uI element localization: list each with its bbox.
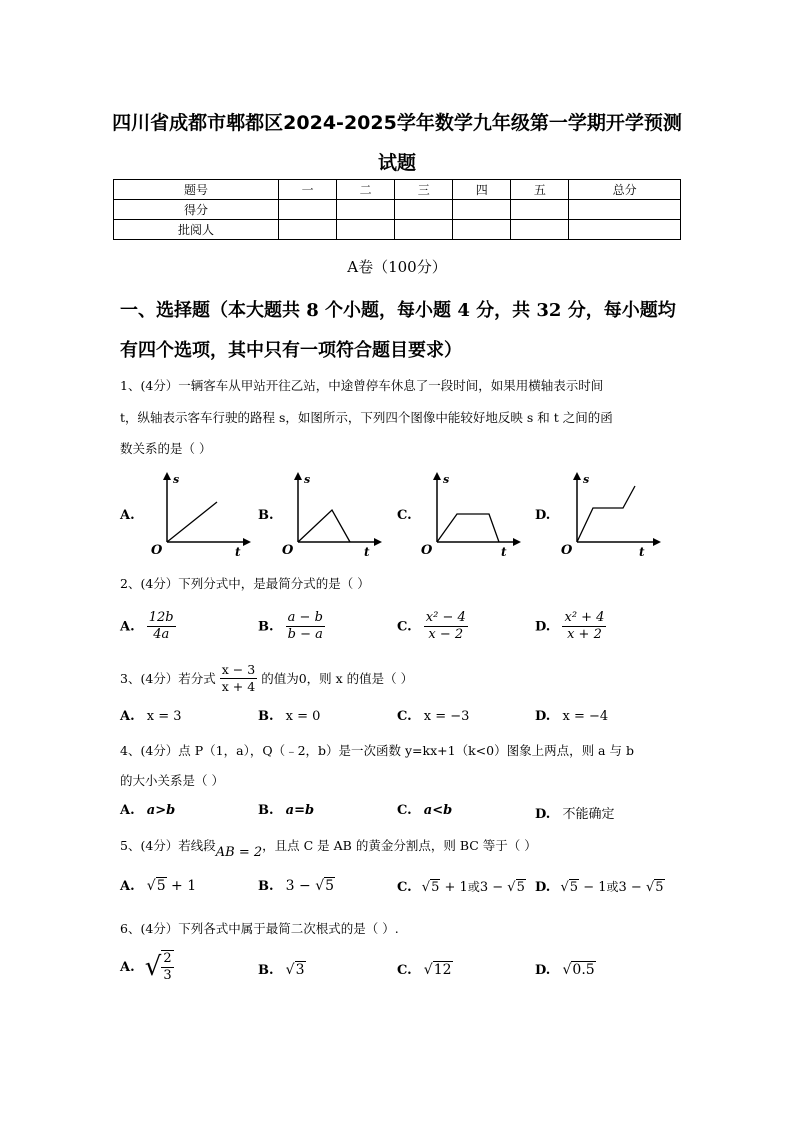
q2-option-a[interactable] xyxy=(120,610,176,644)
q3-text xyxy=(120,662,413,694)
radicand: 0.5 xyxy=(572,962,595,978)
score-cell[interactable] xyxy=(453,200,511,220)
score-cell[interactable] xyxy=(279,220,337,240)
score-col-header: 四 xyxy=(453,180,511,200)
q4-text-line2: 的大小关系是（ ） xyxy=(120,773,224,788)
q5-math: AB = 2 xyxy=(215,845,263,860)
expr-rest: + 1 xyxy=(166,878,197,894)
radicand: 5 xyxy=(156,878,166,894)
q2-option-c-fraction xyxy=(424,610,468,644)
q4-option-d-text: 不能确定 xyxy=(562,807,615,822)
q6-option-d[interactable] xyxy=(535,962,596,978)
score-table xyxy=(113,179,681,240)
q3-option-c[interactable] xyxy=(397,709,469,724)
radicand: 12 xyxy=(433,962,452,978)
q2-option-d-label: D. xyxy=(535,619,551,635)
q5-suffix: ，且点 C 是 AB 的黄金分割点，则 BC 等于（ ） xyxy=(262,838,537,853)
q1-c-axis-s: s xyxy=(443,473,450,486)
q2-option-d-fraction xyxy=(562,610,606,644)
q1-text-line2: t，纵轴表示客车行驶的路程 s，如图所示，下列四个图像中能较好地反映 s 和 t 之间的函 xyxy=(120,410,613,425)
q2-option-b-label: B. xyxy=(258,619,274,635)
or-word: 或 xyxy=(606,880,619,894)
q5-option-b-expr: 3 − √5 xyxy=(285,878,335,894)
q2-option-c[interactable] xyxy=(397,610,468,644)
q3-fraction xyxy=(220,662,257,694)
q1-graph-d xyxy=(555,470,665,558)
expr-lead: 3 − xyxy=(285,878,316,894)
q5-option-a-label: A. xyxy=(120,879,135,894)
q1-option-c-label[interactable]: C. xyxy=(397,508,412,523)
score-cell[interactable] xyxy=(453,220,511,240)
q6-option-d-label: D. xyxy=(535,963,551,978)
exam-title-line1: 四川省成都市郫都区2024-2025学年数学九年级第一学期开学预测 xyxy=(112,112,682,134)
sqrt-sign-icon: √ xyxy=(144,952,162,983)
q6-option-d-expr: √0.5 xyxy=(562,962,595,978)
paper-label: A卷（100分） xyxy=(347,258,447,276)
q6-option-a-label: A. xyxy=(120,959,135,975)
section-heading-line1: 一、选择题（本大题共 8 个小题，每小题 4 分，共 32 分，每小题均 xyxy=(120,300,676,321)
q1-graph-c xyxy=(415,470,525,558)
q3-option-a[interactable] xyxy=(120,709,182,724)
q2-option-c-label: C. xyxy=(397,619,412,635)
or-word: 或 xyxy=(467,880,480,894)
score-table-header-row xyxy=(114,180,681,200)
score-cell[interactable] xyxy=(395,220,453,240)
q4-option-b-label: B. xyxy=(258,803,274,818)
q3-option-c-text: x = −3 xyxy=(423,709,470,724)
q2-option-a-label: A. xyxy=(120,619,135,635)
score-cell[interactable] xyxy=(337,220,395,240)
fraction-numerator: 12b xyxy=(147,610,176,627)
q1-graph-a xyxy=(145,470,255,558)
score-cell[interactable] xyxy=(511,200,569,220)
q3-suffix: 的值为0，则 x 的值是（ ） xyxy=(261,671,414,687)
score-cell[interactable] xyxy=(395,200,453,220)
q1-d-origin: O xyxy=(561,543,573,558)
expr-lead: 3 − xyxy=(479,880,508,895)
q3-option-d-text: x = −4 xyxy=(562,709,609,724)
expr-rest: + 1 xyxy=(440,880,468,895)
radicand: 3 xyxy=(295,962,305,978)
q6-option-c-expr: √12 xyxy=(423,962,452,978)
radicand: 5 xyxy=(569,880,579,895)
q1-option-d-label[interactable]: D. xyxy=(535,508,551,523)
q1-graph-b xyxy=(276,470,386,558)
score-col-header: 三 xyxy=(395,180,453,200)
q2-option-d[interactable] xyxy=(535,610,606,644)
q4-option-d[interactable] xyxy=(535,803,615,822)
q4-option-b-text: a=b xyxy=(285,803,315,818)
q4-text-line1: 4、(4分）点 P（1，a），Q（﹣2，b）是一次函数 y=kx+1（k<0）图象上两点，则 a 与 b xyxy=(120,743,634,758)
q5-text xyxy=(120,836,537,860)
q6-text: 6、(4分）下列各式中属于最简二次根式的是（ ）. xyxy=(120,921,399,936)
q1-b-axis-s: s xyxy=(304,473,311,486)
q4-option-b[interactable] xyxy=(258,803,314,818)
q4-option-c-label: C. xyxy=(397,803,412,818)
q4-option-c-text: a<b xyxy=(423,803,453,818)
expr-lead: 3 − xyxy=(618,880,646,895)
q4-option-a-text: a>b xyxy=(146,803,176,818)
score-cell[interactable] xyxy=(279,200,337,220)
q5-option-c-expr: √5 + 1或3 − √5 xyxy=(421,880,525,895)
score-row-label: 批阅人 xyxy=(114,220,279,240)
q1-text-line1: 1、(4分）一辆客车从甲站开往乙站，中途曾停车休息了一段时间，如果用横轴表示时间 xyxy=(120,378,604,393)
section-heading-line2: 有四个选项，其中只有一项符合题目要求） xyxy=(120,340,462,361)
score-col-header: 二 xyxy=(337,180,395,200)
q2-option-b-fraction xyxy=(286,610,325,644)
q6-option-b-expr: √3 xyxy=(285,962,305,978)
fraction-denominator: x − 2 xyxy=(428,627,464,643)
q6-option-c-label: C. xyxy=(397,963,412,978)
fraction-numerator: x² − 4 xyxy=(424,610,468,627)
fraction-denominator: 4a xyxy=(153,627,170,643)
q3-option-b-label: B. xyxy=(258,709,274,724)
q5-option-b[interactable] xyxy=(258,878,335,894)
fraction-numerator: x − 3 xyxy=(221,662,256,677)
q3-option-b[interactable] xyxy=(258,709,320,724)
fraction-numerator: a − b xyxy=(286,610,325,627)
radicand: 5 xyxy=(325,878,335,894)
radicand: 5 xyxy=(431,880,440,895)
q3-option-c-label: C. xyxy=(397,709,412,724)
q1-c-origin: O xyxy=(421,543,433,558)
score-col-header: 总分 xyxy=(569,180,681,200)
q5-prefix: 5、(4分）若线段 xyxy=(120,838,216,853)
q1-c-axis-t: t xyxy=(501,545,507,558)
q5-option-d-expr: √5 − 1或3 − √5 xyxy=(560,880,664,895)
fraction-denominator: x + 4 xyxy=(221,678,256,694)
q3-option-a-label: A. xyxy=(120,709,135,724)
radicand: 5 xyxy=(516,880,525,895)
q5-option-a[interactable] xyxy=(120,878,196,894)
q4-option-a[interactable] xyxy=(120,803,175,818)
expr-rest: − 1 xyxy=(579,880,607,895)
exam-title-line2: 试题 xyxy=(377,152,416,174)
fraction-denominator: x + 2 xyxy=(567,627,602,643)
q1-option-a-label[interactable]: A. xyxy=(120,508,135,523)
q5-option-d[interactable] xyxy=(535,878,665,895)
score-col-header: 题号 xyxy=(114,180,279,200)
q4-option-a-label: A. xyxy=(120,803,135,818)
q1-option-b-label[interactable]: B. xyxy=(258,508,274,523)
q4-option-d-label: D. xyxy=(535,807,551,822)
score-cell[interactable] xyxy=(569,220,681,240)
q2-option-a-fraction xyxy=(147,610,176,644)
q3-option-d[interactable] xyxy=(535,709,608,724)
q5-option-d-label: D. xyxy=(535,880,551,895)
q1-d-axis-t: t xyxy=(639,545,645,558)
q1-a-axis-s: s xyxy=(173,473,180,486)
q6-option-c[interactable] xyxy=(397,962,453,978)
q6-option-b[interactable] xyxy=(258,962,306,978)
q2-text: 2、(4分）下列分式中，是最简分式的是（ ） xyxy=(120,576,370,591)
q2-option-b[interactable] xyxy=(258,610,325,644)
score-table-row xyxy=(114,200,681,220)
score-col-header: 五 xyxy=(511,180,569,200)
q3-prefix: 3、(4分）若分式 xyxy=(120,671,216,687)
score-cell[interactable] xyxy=(569,200,681,220)
q6-option-b-label: B. xyxy=(258,963,274,978)
q3-option-b-text: x = 0 xyxy=(285,709,321,724)
score-row-label: 得分 xyxy=(114,200,279,220)
score-table-row xyxy=(114,220,681,240)
q1-b-origin: O xyxy=(282,543,294,558)
radicand: 5 xyxy=(655,880,664,895)
q5-option-c-label: C. xyxy=(397,880,412,895)
q4-option-c[interactable] xyxy=(397,803,452,818)
q1-a-origin: O xyxy=(151,543,163,558)
fraction-denominator: b − a xyxy=(287,627,323,643)
q1-d-axis-s: s xyxy=(583,473,590,486)
q6-option-a[interactable] xyxy=(120,950,174,985)
fraction-numerator: x² + 4 xyxy=(562,610,606,627)
q1-a-axis-t: t xyxy=(235,545,241,558)
q1-b-axis-t: t xyxy=(364,545,370,558)
q5-option-b-label: B. xyxy=(258,879,274,894)
q5-option-a-expr: √5 + 1 xyxy=(146,878,197,894)
fraction-denominator: 3 xyxy=(163,968,172,984)
q6-option-a-fraction xyxy=(161,950,173,985)
fraction-numerator: 2 xyxy=(161,951,173,968)
q3-option-a-text: x = 3 xyxy=(146,709,182,724)
q3-option-d-label: D. xyxy=(535,709,551,724)
score-cell[interactable] xyxy=(511,220,569,240)
q5-option-c[interactable] xyxy=(397,878,526,895)
score-col-header: 一 xyxy=(279,180,337,200)
score-cell[interactable] xyxy=(337,200,395,220)
q1-text-line3: 数关系的是（ ） xyxy=(120,441,212,456)
